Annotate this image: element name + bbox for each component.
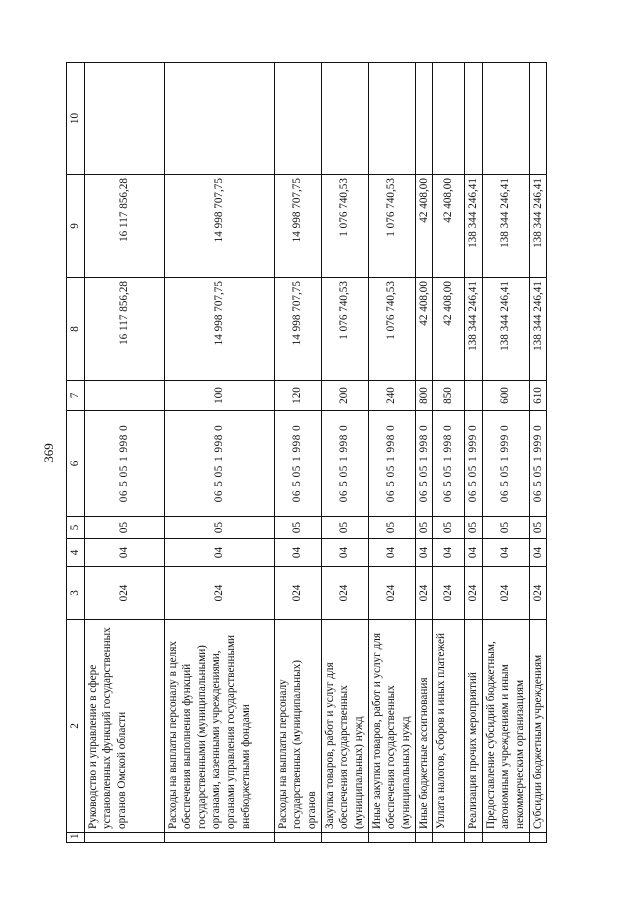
amount-col-8: 1 076 740,53 — [321, 278, 368, 381]
target-article-code: 06 5 05 1 998 0 — [274, 411, 321, 517]
expense-type-code: 850 — [433, 381, 465, 411]
expense-type-code — [84, 381, 164, 411]
amount-col-9: 1 076 740,53 — [368, 175, 415, 278]
row-number — [368, 833, 415, 843]
table-row — [164, 63, 274, 843]
subsection-code: 05 — [465, 517, 483, 539]
ministry-code: 024 — [274, 567, 321, 620]
header-col-6: 6 — [67, 411, 85, 517]
header-col-2: 2 — [67, 620, 85, 833]
subsection-code: 05 — [321, 517, 368, 539]
item-name: Руководство и управление в сфере установленных функций государственных органов Омской области — [84, 620, 164, 833]
ministry-code: 024 — [529, 567, 547, 620]
item-name: Иные бюджетные ассигнования — [415, 620, 433, 833]
table-row — [415, 63, 433, 843]
row-number — [274, 833, 321, 843]
amount-col-10 — [164, 63, 274, 175]
section-code: 04 — [84, 539, 164, 567]
item-name: Закупка товаров, работ и услуг для обеспечения государственных (муниципальных) нужд — [321, 620, 368, 833]
target-article-code: 06 5 05 1 998 0 — [415, 411, 433, 517]
amount-col-8: 138 344 246,41 — [482, 278, 529, 381]
row-number — [465, 833, 483, 843]
target-article-code: 06 5 05 1 999 0 — [465, 411, 483, 517]
amount-col-10 — [465, 63, 483, 175]
item-name: Иные закупки товаров, работ и услуг для обеспечения государственных (муниципальных) нужд — [368, 620, 415, 833]
expense-type-code: 800 — [415, 381, 433, 411]
amount-col-9: 1 076 740,53 — [321, 175, 368, 278]
row-number — [321, 833, 368, 843]
target-article-code: 06 5 05 1 998 0 — [321, 411, 368, 517]
table-row — [433, 63, 465, 843]
ministry-code: 024 — [465, 567, 483, 620]
page-number: 369 — [41, 443, 56, 463]
target-article-code: 06 5 05 1 999 0 — [529, 411, 547, 517]
item-name: Субсидии бюджетным учреждениям — [529, 620, 547, 833]
ministry-code: 024 — [321, 567, 368, 620]
amount-col-10 — [368, 63, 415, 175]
subsection-code: 05 — [84, 517, 164, 539]
header-col-1: 1 — [67, 833, 85, 843]
target-article-code: 06 5 05 1 998 0 — [164, 411, 274, 517]
amount-col-10 — [84, 63, 164, 175]
section-code: 04 — [321, 539, 368, 567]
amount-col-8: 138 344 246,41 — [465, 278, 483, 381]
amount-col-9: 14 998 707,75 — [274, 175, 321, 278]
amount-col-10 — [433, 63, 465, 175]
subsection-code: 05 — [482, 517, 529, 539]
amount-col-9: 14 998 707,75 — [164, 175, 274, 278]
item-name: Расходы на выплаты персоналу государственных (муниципальных) органов — [274, 620, 321, 833]
amount-col-10 — [274, 63, 321, 175]
amount-col-10 — [482, 63, 529, 175]
ministry-code: 024 — [84, 567, 164, 620]
table-row — [368, 63, 415, 843]
amount-col-9: 138 344 246,41 — [482, 175, 529, 278]
subsection-code: 05 — [164, 517, 274, 539]
ministry-code: 024 — [482, 567, 529, 620]
table-row — [321, 63, 368, 843]
amount-col-8: 14 998 707,75 — [274, 278, 321, 381]
header-col-3: 3 — [67, 567, 85, 620]
header-col-8: 8 — [67, 278, 85, 381]
expense-type-code: 100 — [164, 381, 274, 411]
subsection-code: 05 — [529, 517, 547, 539]
table-row — [274, 63, 321, 843]
target-article-code: 06 5 05 1 998 0 — [84, 411, 164, 517]
amount-col-10 — [415, 63, 433, 175]
table-row — [529, 63, 547, 843]
section-code: 04 — [368, 539, 415, 567]
amount-col-8: 42 408,00 — [433, 278, 465, 381]
amount-col-8: 14 998 707,75 — [164, 278, 274, 381]
table-row — [84, 63, 164, 843]
ministry-code: 024 — [368, 567, 415, 620]
subsection-code: 05 — [274, 517, 321, 539]
header-col-10: 10 — [67, 63, 85, 175]
section-code: 04 — [415, 539, 433, 567]
table-row — [482, 63, 529, 843]
expense-type-code — [465, 381, 483, 411]
budget-table-rotated — [66, 63, 544, 843]
ministry-code: 024 — [415, 567, 433, 620]
budget-table — [66, 62, 547, 843]
amount-col-10 — [321, 63, 368, 175]
section-code: 04 — [164, 539, 274, 567]
expense-type-code: 200 — [321, 381, 368, 411]
row-number — [415, 833, 433, 843]
header-col-9: 9 — [67, 175, 85, 278]
subsection-code: 05 — [433, 517, 465, 539]
ministry-code: 024 — [164, 567, 274, 620]
header-row — [67, 63, 85, 843]
row-number — [84, 833, 164, 843]
section-code: 04 — [529, 539, 547, 567]
row-number — [482, 833, 529, 843]
item-name: Реализация прочих мероприятий — [465, 620, 483, 833]
item-name: Уплата налогов, сборов и иных платежей — [433, 620, 465, 833]
target-article-code: 06 5 05 1 998 0 — [368, 411, 415, 517]
amount-col-9: 16 117 856,28 — [84, 175, 164, 278]
amount-col-8: 138 344 246,41 — [529, 278, 547, 381]
amount-col-10 — [529, 63, 547, 175]
amount-col-8: 42 408,00 — [415, 278, 433, 381]
section-code: 04 — [274, 539, 321, 567]
row-number — [433, 833, 465, 843]
expense-type-code: 610 — [529, 381, 547, 411]
section-code: 04 — [433, 539, 465, 567]
table-row — [465, 63, 483, 843]
ministry-code: 024 — [433, 567, 465, 620]
item-name: Предоставление субсидий бюджетным, автономным учреждениям и иным некоммерческим организациям — [482, 620, 529, 833]
header-col-5: 5 — [67, 517, 85, 539]
amount-col-9: 138 344 246,41 — [529, 175, 547, 278]
expense-type-code: 600 — [482, 381, 529, 411]
amount-col-9: 42 408,00 — [433, 175, 465, 278]
target-article-code: 06 5 05 1 999 0 — [482, 411, 529, 517]
subsection-code: 05 — [415, 517, 433, 539]
expense-type-code: 240 — [368, 381, 415, 411]
amount-col-9: 42 408,00 — [415, 175, 433, 278]
row-number — [164, 833, 274, 843]
expense-type-code: 120 — [274, 381, 321, 411]
section-code: 04 — [482, 539, 529, 567]
item-name: Расходы на выплаты персоналу в целях обеспечения выполнения функций государственными (муниципальными) органами, казенными учреждениями, органами управления государственными внебюджетными фондами — [164, 620, 274, 833]
header-col-7: 7 — [67, 381, 85, 411]
row-number — [529, 833, 547, 843]
amount-col-8: 16 117 856,28 — [84, 278, 164, 381]
amount-col-8: 1 076 740,53 — [368, 278, 415, 381]
header-col-4: 4 — [67, 539, 85, 567]
amount-col-9: 138 344 246,41 — [465, 175, 483, 278]
section-code: 04 — [465, 539, 483, 567]
subsection-code: 05 — [368, 517, 415, 539]
target-article-code: 06 5 05 1 998 0 — [433, 411, 465, 517]
